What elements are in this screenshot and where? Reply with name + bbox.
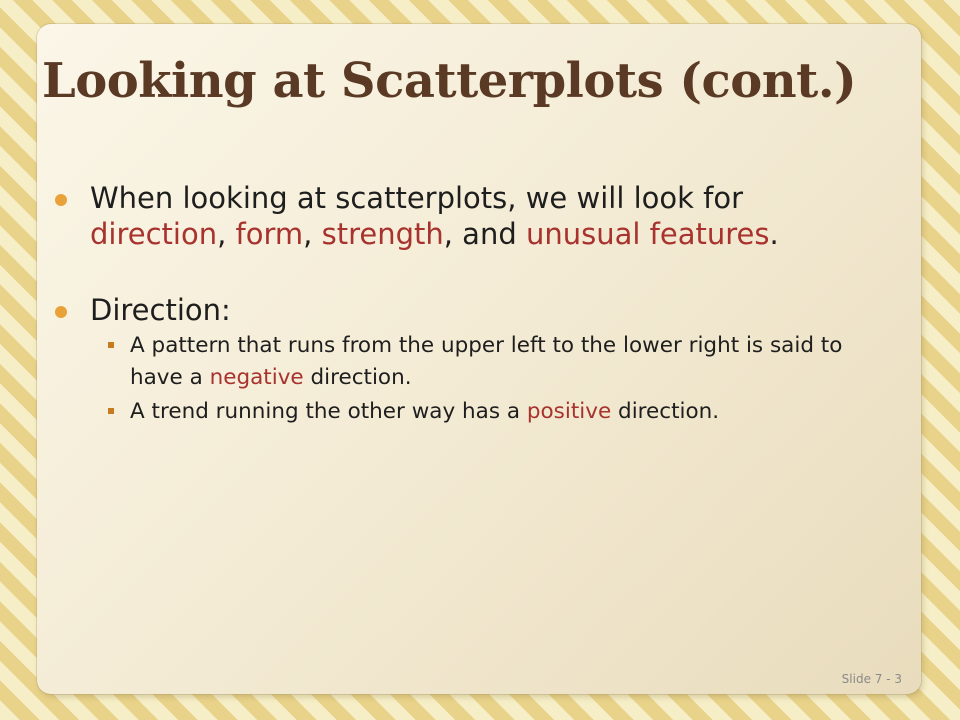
slide-title: Looking at Scatterplots (cont.) [42,53,857,109]
highlight-direction: direction [90,217,218,251]
spacer [55,252,885,292]
bullet-dot-icon [55,306,67,318]
bullet-text: . [769,217,779,251]
highlight-form: form [235,217,304,251]
sub-bullet-square-icon [108,408,114,414]
sub-bullet-negative [55,330,885,394]
highlight-strength: strength [321,217,444,251]
sub-bullet-text: direction. [303,365,412,390]
bullet-dot-icon [55,194,67,206]
bullet-text: , [303,217,322,251]
sub-bullet-positive [55,396,885,428]
bullet-item-criteria [55,180,885,252]
slide-number: Slide 7 - 3 [841,672,902,686]
highlight-negative: negative [209,365,304,390]
sub-bullet-text: A pattern that runs from the upper left to the lower right is said to have a [130,333,843,390]
bullet-label: Direction: [90,293,231,327]
highlight-unusual-features: unusual features [525,217,770,251]
sub-bullet-text: direction. [611,399,720,424]
bullet-text: , and [443,217,526,251]
bullet-text: When looking at scatterplots, we will look for [90,181,744,215]
sub-bullet-text: A trend running the other way has a [130,399,527,424]
sub-bullet-square-icon [108,342,114,348]
bullet-item-direction [55,292,885,328]
bullet-list [55,180,885,428]
bullet-text: , [217,217,236,251]
highlight-positive: positive [526,399,612,424]
